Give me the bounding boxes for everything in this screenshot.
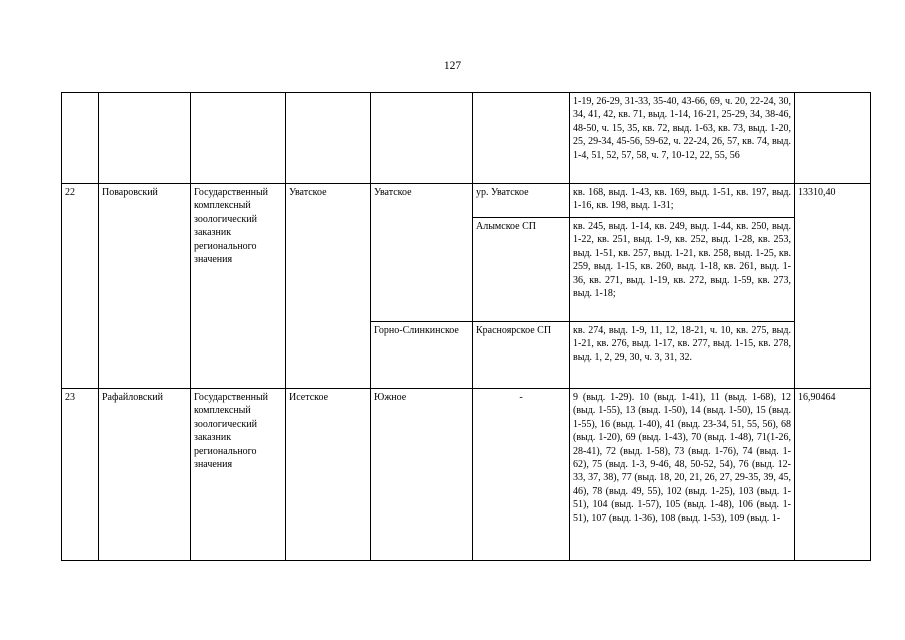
cell-name: Рафайловский: [99, 389, 191, 561]
cell-num: [62, 93, 99, 184]
cell-district: Уватское: [371, 184, 473, 322]
cell-type: Государственный комплексный зоологический заказник регионального значения: [191, 389, 286, 561]
cell-num: 23: [62, 389, 99, 561]
page-number: 127: [443, 60, 462, 72]
cell-district: Южное: [371, 389, 473, 561]
cell-quarters: 9 (выд. 1-29). 10 (выд. 1-41), 11 (выд. 1-68), 12 (выд. 1-55), 13 (выд. 1-50), 14 (выд. 1-50), 15 (выд. 1-55), 16 (выд. 1-40), 41 (выд. 23-34, 51, 55, 56), 68 (выд. 1-20), 69 (выд. 1-43), 70 (выд. 1-48), 71(1-26, 28-41), 72 (выд. 1-58), 73 (выд. 1-76), 74 (выд. 1-62), 75 (выд. 1-3, 9-46, 48, 50-52, 54), 76 (выд. 12-33, 37, 38), 77 (выд. 18, 20, 21, 26, 27, 29-35, 39, 45, 46), 78 (выд. 49, 55), 102 (выд. 1-25), 103 (выд. 1-51), 104 (выд. 1-57), 105 (выд. 1-48), 106 (выд. 1-51), 107 (выд. 1-36), 108 (выд. 1-53), 109 (выд. 1-: [570, 389, 795, 561]
table-row-continuation: [62, 93, 871, 184]
cell-quarters: 1-19, 26-29, 31-33, 35-40, 43-66, 69, ч. 20, 22-24, 30, 34, 41, 42, кв. 71, выд. 1-14, 16-21, 25-29, 34, 38-46, 48-50, ч. 15, 35, кв. 72, выд. 1-63, кв. 73, выд. 1-20, 25, 29-34, 45-56, 59-62, ч. 22-24, 26, 57, кв. 74, выд. 1-4, 51, 52, 57, 58, ч. 7, 10-12, 22, 55, 56: [570, 93, 795, 184]
cell-quarters: кв. 245, выд. 1-14, кв. 249, выд. 1-44, кв. 250, выд. 1-22, кв. 251, выд. 1-9, кв. 252, выд. 1-28, кв. 253, выд. 1-51, кв. 257, выд. 1-21, кв. 258, выд. 1-25, кв. 259, выд. 1-15, кв. 260, выд. 1-18, кв. 261, выд. 1-36, кв. 271, выд. 1-19, кв. 272, выд. 1-59, кв. 273, выд. 1-18;: [570, 218, 795, 322]
cell-forestry: [286, 93, 371, 184]
cell-tract: -: [473, 389, 570, 561]
cell-name: Поваровский: [99, 184, 191, 389]
cell-forestry: Исетское: [286, 389, 371, 561]
cell-forestry: Уватское: [286, 184, 371, 389]
cell-type: Государственный комплексный зоологический заказник регионального значения: [191, 184, 286, 389]
cell-district: [371, 93, 473, 184]
reserves-table: [61, 92, 871, 561]
table-row-23: [62, 389, 871, 561]
cell-tract: Алымское СП: [473, 218, 570, 322]
cell-area: [795, 93, 871, 184]
cell-quarters: кв. 168, выд. 1-43, кв. 169, выд. 1-51, кв. 197, выд. 1-16, кв. 198, выд. 1-31;: [570, 184, 795, 218]
cell-area: 13310,40: [795, 184, 871, 389]
cell-district: Горно-Слинкинское: [371, 322, 473, 389]
cell-tract: [473, 93, 570, 184]
cell-name: [99, 93, 191, 184]
cell-tract: ур. Уватское: [473, 184, 570, 218]
cell-area: 16,90464: [795, 389, 871, 561]
cell-type: [191, 93, 286, 184]
cell-quarters: кв. 274, выд. 1-9, 11, 12, 18-21, ч. 10, кв. 275, выд. 1-21, кв. 276, выд. 1-17, кв. 277, выд. 1-15, кв. 278, выд. 1, 2, 29, 30, ч. 3, 31, 32.: [570, 322, 795, 389]
table-row-22: [62, 184, 871, 218]
cell-tract: Красноярское СП: [473, 322, 570, 389]
cell-num: 22: [62, 184, 99, 389]
